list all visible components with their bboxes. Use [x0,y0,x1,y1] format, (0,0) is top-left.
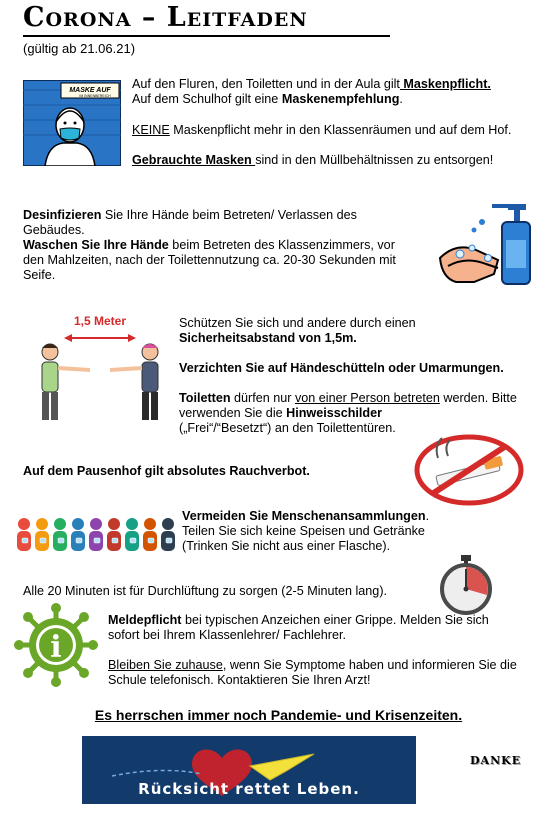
no-smoking-icon [414,434,524,506]
distance-rule-2: Verzichten Sie auf Händeschütteln oder Umarmungen. [179,361,504,375]
info-letter: i [50,630,62,665]
page-title: Corona – Leitfaden [23,2,308,33]
info-virus-icon [14,603,98,687]
mask-sign-small: IM INNENBEREICH [79,94,111,98]
banner-slogan: Rücksicht rettet Leben. [138,780,360,798]
timer-icon [438,555,494,615]
crowd-rule: Vermeiden Sie Menschenansammlungen. Teilen Sie sich keine Speisen und Getränke (Trinken Sie nicht aus einer Flasche). [182,509,430,553]
handwash-sanitizer-icon [436,202,532,294]
distance-label: 1,5 Meter [73,314,127,328]
crowd-rules [182,509,472,554]
mask-sign-text: MASKE AUF [69,87,111,94]
validity-date: (gültig ab 21.06.21) [23,41,136,56]
report-rules [108,613,518,688]
mask-rule-3: Gebrauchte Masken sind in den Müllbehältnissen zu entsorgen! [132,153,494,167]
footer-banner [82,736,416,804]
hygiene-rules [23,208,413,283]
disinfect-rule: Desinfizieren Sie Ihre Hände beim Betreten/ Verlassen des Gebäudes. [23,208,357,237]
mask-rule-2: KEINE Maskenpflicht mehr in den Klassenräumen und auf dem Hof. [132,123,512,137]
handwash-rule: Waschen Sie Ihre Hände beim Betreten des Klassenzimmers, vor den Mahlzeiten, nach der Toilettennutzung ca. 20-30 Sekunden mit Seife. [23,238,396,282]
mask-rule-1: Auf den Fluren, den Toiletten und in der Aula gilt Maskenpflicht. Auf dem Schulhof gilt eine Maskenempfehlung. [132,77,491,106]
pandemic-notice: Es herrschen immer noch Pandemie- und Krisenzeiten. [94,707,463,723]
thanks-label: DANKE [470,754,522,767]
ventilation-rule: Alle 20 Minuten ist für Durchlüftung zu sorgen (2-5 Minuten lang). [23,584,388,598]
crowd-people [17,518,175,551]
report-rule-2: Bleiben Sie zuhause, wenn Sie Symptome haben und informieren Sie die Schule telefonisch. Kontaktieren Sie Ihren Arzt! [108,658,517,687]
crowd-illustration [14,514,176,556]
report-rule-1: Meldepflicht bei typischen Anzeichen einer Grippe. Melden Sie sich sofort bei Ihrem Klassenlehrer/ Fachlehrer. [108,613,489,642]
toilet-rule: Toiletten dürfen nur von einer Person betreten werden. Bitte verwenden Sie die Hinweisschilder („Frei“/“Besetzt“) an den Toilettentüren. [179,391,517,435]
title-underline [23,35,390,37]
distance-illustration [30,312,170,422]
smoking-rule: Auf dem Pausenhof gilt absolutes Rauchverbot. [23,464,310,478]
distance-rule-1: Schützen Sie sich und andere durch einen Sicherheitsabstand von 1,5m. [179,316,416,345]
mask-illustration [23,80,121,166]
mask-rules [132,77,532,168]
distance-rules [179,316,539,436]
